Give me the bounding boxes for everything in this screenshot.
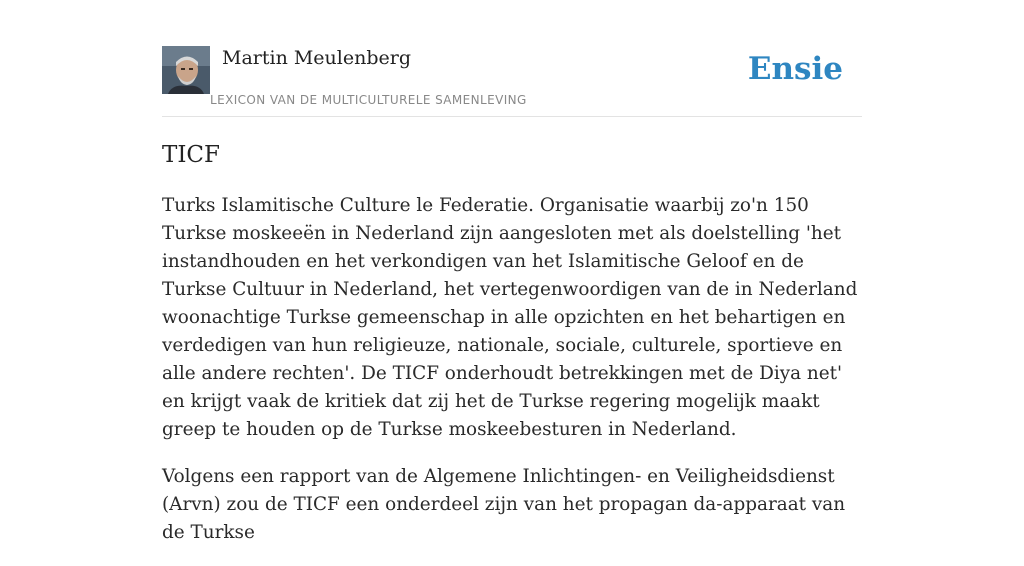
article-header	[162, 46, 862, 117]
article-paragraph: Turks Islamitische Culture le Federatie. Organisatie waarbij zo'n 150 Turkse moskeeën in Nederland zijn aangesloten met als doelstelling 'het instandhouden en het verkondigen van het Islamitische Geloof en de Turkse Cultuur in Nederland, het vertegenwoordigen van de in Nederland woonachtige Turkse gemeenschap in alle opzichten en het behartigen en verdedigen van hun religieuze, nationale, sociale, culturele, sportieve en alle andere rechten'. De TICF onderhoudt betrekkingen met de Diya net' en krijgt vaak de kritiek dat zij het de Turkse regering mogelijk maakt greep te houden op de Turkse moskeebesturen in Nederland.	[162, 195, 858, 440]
brand-logo[interactable]: Ensie	[747, 51, 843, 87]
article-body	[162, 192, 862, 566]
author-photo-icon	[162, 46, 210, 94]
author-avatar[interactable]	[162, 46, 210, 94]
article-paragraph: Volgens een rapport van de Algemene Inlichtingen- en Veiligheidsdienst (Arvn) zou de TICF een onderdeel zijn van het propagan da-apparaat van de Turkse	[162, 466, 846, 543]
article-title: TICF	[162, 142, 220, 168]
publication-name[interactable]: LEXICON VAN DE MULTICULTURELE SAMENLEVING	[210, 93, 527, 107]
author-name[interactable]: Martin Meulenberg	[222, 47, 411, 69]
